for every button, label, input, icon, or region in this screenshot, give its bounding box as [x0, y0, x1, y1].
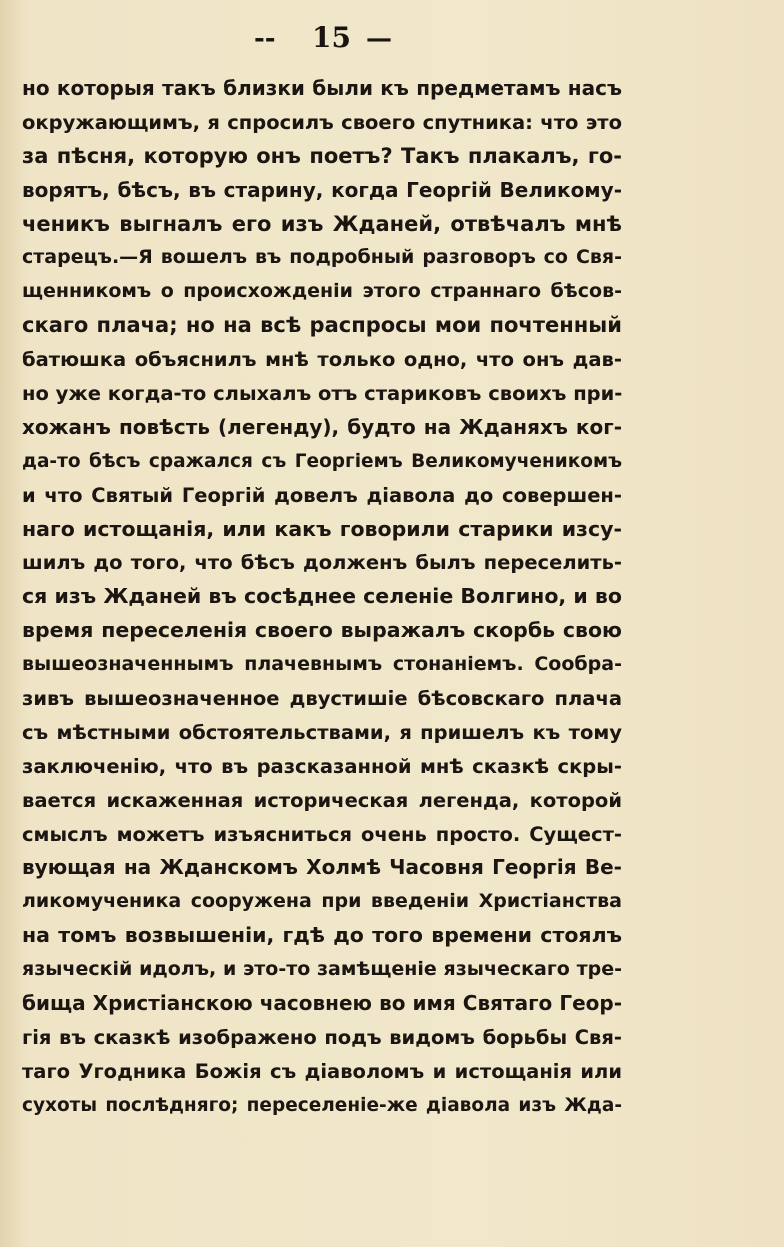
- text-line: за пѣсня, которую онъ поетъ? Такъ плакалъ, го-: [22, 143, 622, 168]
- text-line: смыслъ можетъ изъясниться очень просто. Сущест-: [22, 822, 622, 846]
- text-line: но которыя такъ близки были къ предметамъ насъ: [22, 76, 622, 100]
- text-line: и что Святый Георгій довелъ діавола до совершен-: [22, 483, 622, 507]
- text-line: зивъ вышеозначенное двустишіе бѣсовскаго плача: [22, 687, 622, 711]
- text-line: вышеозначеннымъ плачевнымъ стонаніемъ. Сообра-: [22, 653, 622, 676]
- text-line: щенникомъ о происхожденіи этого страннаго бѣсов-: [22, 280, 622, 303]
- text-line: таго Угодника Божія съ діаволомъ и истощанія или: [22, 1059, 622, 1083]
- text-line: шилъ до того, что бѣсъ долженъ былъ переселить-: [22, 551, 622, 575]
- text-line: ченикъ выгналъ его изъ Жданей, отвѣчалъ мнѣ: [22, 211, 622, 236]
- text-line: время переселенія своего выражалъ скорбь свою: [22, 618, 622, 643]
- text-line: сухоты послѣдняго; переселеніе-же діавола изъ Жда-: [22, 1094, 622, 1116]
- text-line: вующая на Жданскомъ Холмѣ Часовня Георгія Ве-: [22, 855, 622, 880]
- text-line: ворятъ, бѣсъ, въ старину, когда Георгій Великому-: [22, 177, 622, 202]
- text-line: съ мѣстными обстоятельствами, я пришелъ къ тому: [22, 720, 622, 744]
- text-line: ся изъ Жданей въ сосѣднее селеніе Волгино, и во: [22, 584, 622, 609]
- header-dash-left: --: [254, 24, 276, 54]
- text-line: бища Христіанскою часовнею во имя Святаго Геор-: [22, 991, 622, 1016]
- page-header: [0, 22, 784, 58]
- text-line: окружающимъ, я спросилъ своего спутника: что это: [22, 110, 622, 134]
- text-line: да-то бѣсъ сражался съ Георгіемъ Великомученикомъ: [22, 450, 622, 472]
- text-line: но уже когда-то слыхалъ отъ стариковъ своихъ при-: [22, 382, 623, 406]
- text-line: на томъ возвышеніи, гдѣ до того времени стоялъ: [22, 923, 622, 948]
- header-dash-right: —: [366, 24, 392, 54]
- text-line: наго истощанія, или какъ говорили старики изсу-: [22, 516, 622, 541]
- text-line: скаго плача; но на всѣ распросы мои почтенный: [22, 313, 622, 338]
- text-line: старецъ.—Я вошелъ въ подробный разговоръ со Свя-: [22, 246, 622, 269]
- text-line: языческій идолъ, и это-то замѣщеніе языческаго тре-: [22, 958, 622, 981]
- text-line: хожанъ повѣсть (легенду), будто на Жданяхъ ког-: [22, 414, 622, 439]
- text-line: вается искаженная историческая легенда, которой: [22, 788, 622, 812]
- text-line: гія въ сказкѣ изображено подъ видомъ борьбы Свя-: [22, 1025, 622, 1049]
- text-line: ликомученика сооружена при введеніи Христіанства: [22, 890, 622, 913]
- body-text: [22, 72, 622, 1123]
- page-number: 15: [312, 21, 351, 54]
- text-line: батюшка объяснилъ мнѣ только одно, что онъ дав-: [22, 348, 622, 372]
- text-line: заключенію, что въ разсказанной мнѣ сказкѣ скры-: [22, 754, 622, 778]
